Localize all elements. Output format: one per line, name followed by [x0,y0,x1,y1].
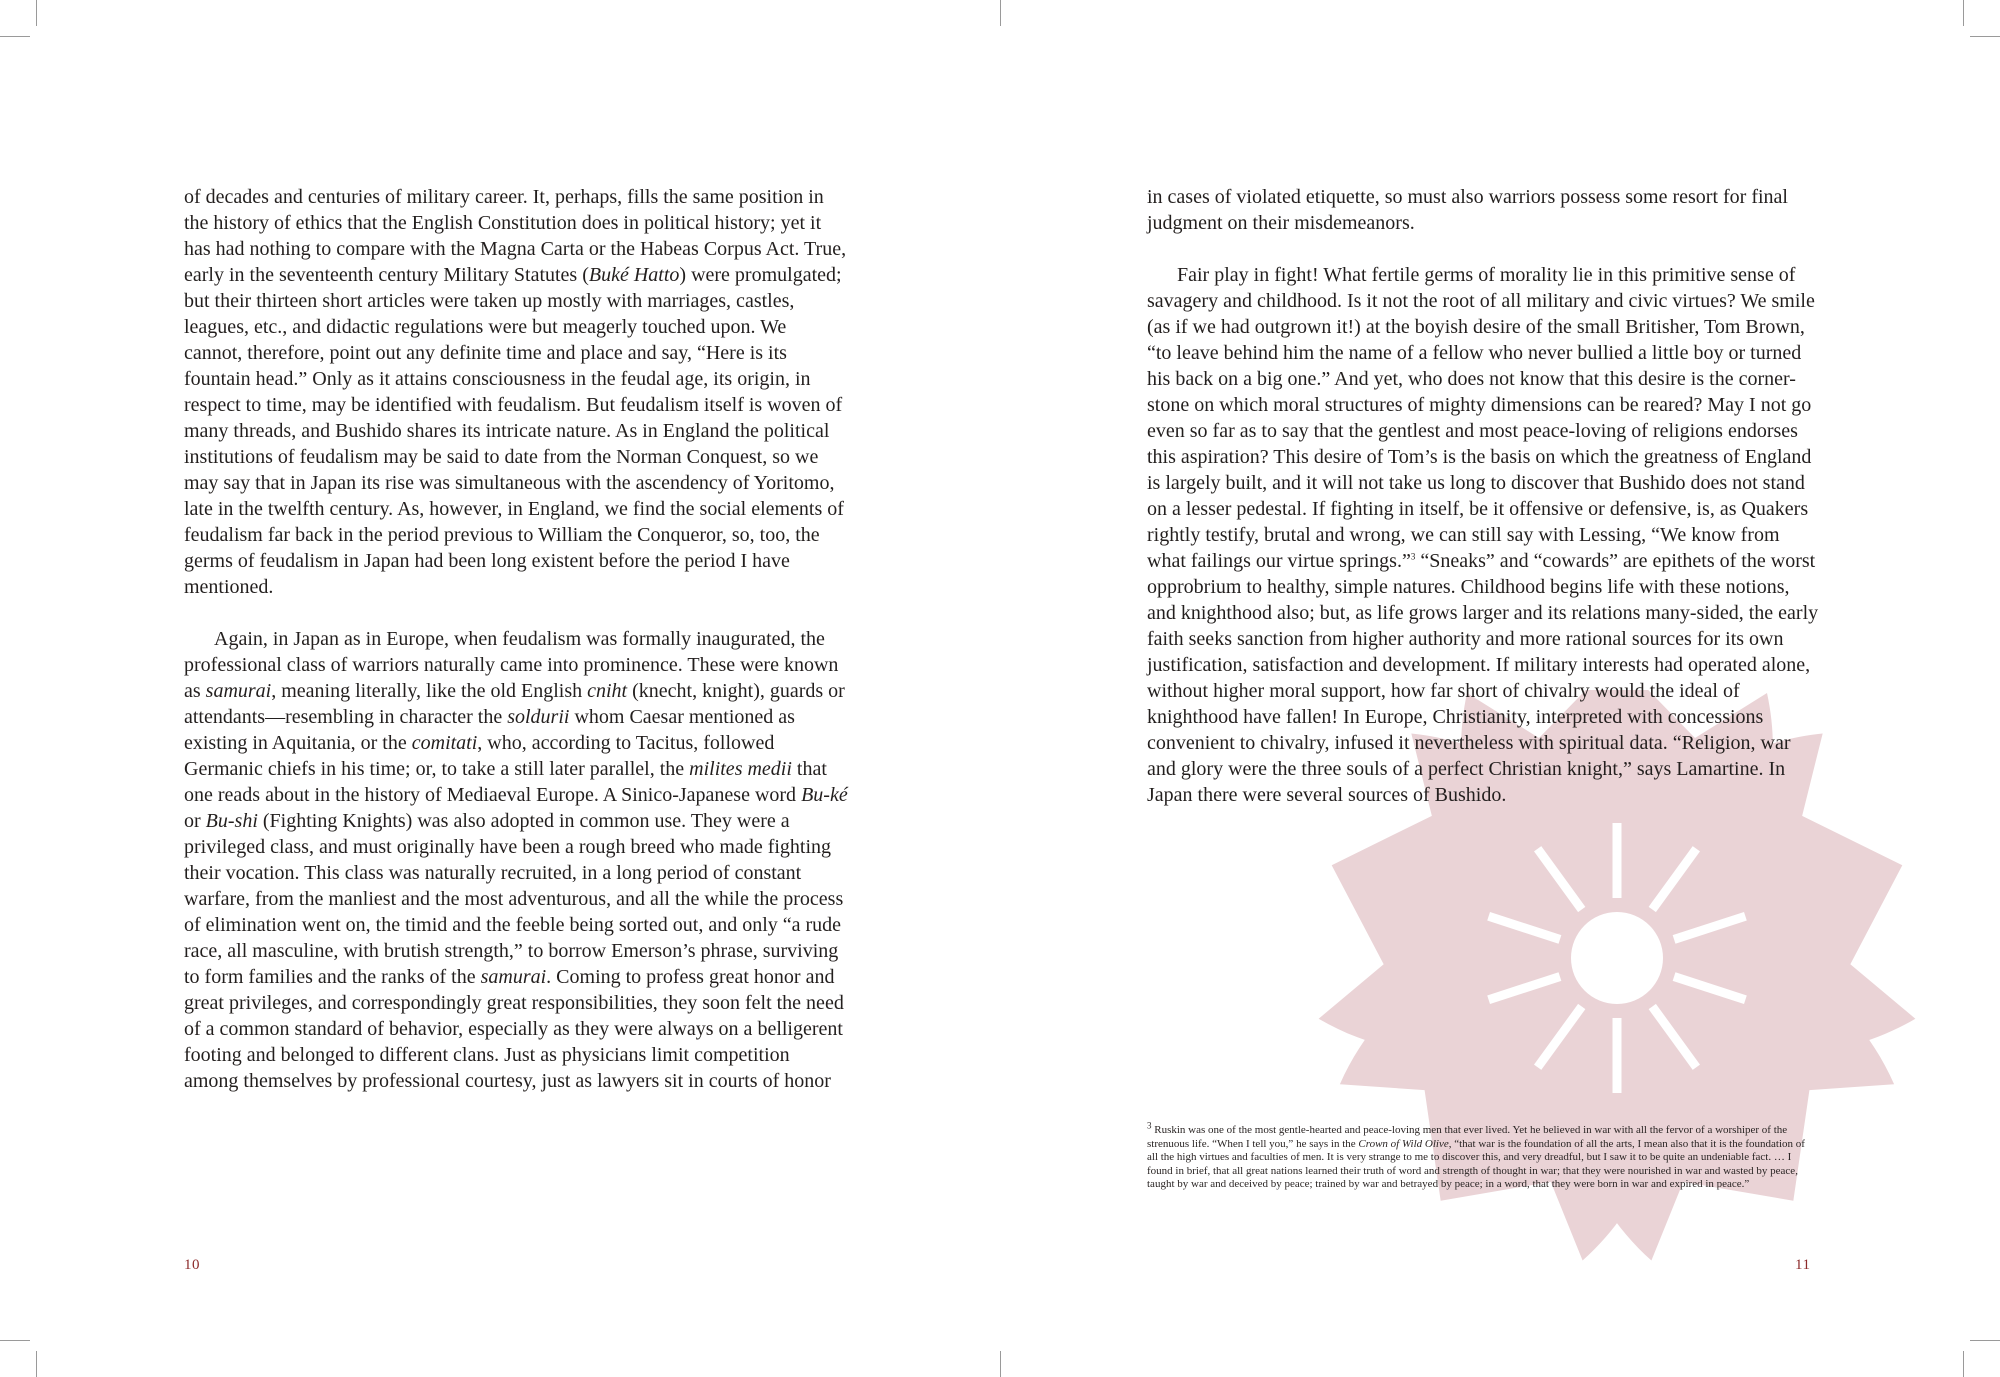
page-number-right: 11 [1795,1257,1811,1273]
paragraph: Fair play in fight! What fertile germs of morality lie in this primitive sense of savagery and childhood. Is it not the root of all military and civic virtues? We smile (as if we had outgrown it!) at the boyish desire of the small Britisher, Tom Brown, “to leave behind him the name of a fellow who never bullied a little boy or turned his back on a big one.” And yet, who does not know that this desire is the corner-stone on which moral structures of mighty dimensions can be reared? May I not go even so far as to say that the gentlest and most peace-loving of religions endorses this aspiration? This desire of Tom’s is the basis on which the greatness of England is largely built, and it will not take us long to discover that Bushido does not stand on a lesser pedestal. If fighting in itself, be it offensive or defensive, is, as Quakers rightly testify, brutal and wrong, we can still say with Lessing, “We know from what failings our virtue springs.”$^3$ “Sneaks” and “cowards” are epithets of the worst opprobrium to healthy, simple natures. Childhood begins life with these notions, and knighthood also; but, as life grows larger and its relations many-sided, the early faith seeks sanction from higher authority and more rational sources for its own justification, satisfaction and development. If military interests had operated alone, without higher moral support, how far short of chivalry would the ideal of knighthood have fallen! In Europe, Christianity, interpreted with concessions convenient to chivalry, infused it nevertheless with spiritual data. “Religion, war and glory were the three souls of a perfect Christian knight,” says Lamartine. In Japan there were several sources of Bushido. [1147,264,1819,806]
footnote: $^3$ Ruskin was one of the most gentle-hearted and peace-loving men that ever lived. Yet he believed in war with all the fervor of a worshiper of the strenuous life. “When I tell you,” he says in the Crown of Wild Olive, “that war is the foundation of all the arts, I mean also that it is the foundation of all the high virtues and faculties of men. It is very strange to me to discover this, and very dreadful, but I saw it to be quite an undeniable fact. … I found in brief, that all great nations learned their truth of word and strength of thought in war; that they were nourished in war and wasted by peace, taught by war and deceived by peace; trained by war and betrayed by peace; in a word, that they were born in war and expired in peace.” [1147,1120,1805,1190]
left-page-text [184,184,848,1094]
crop-mark [1970,1340,2000,1341]
crop-mark [1963,1351,1964,1377]
crop-mark [1000,0,1001,26]
crop-mark [0,36,30,37]
paragraph: Again, in Japan as in Europe, when feudalism was formally inaugurated, the professional class of warriors naturally came into prominence. These were known as samurai, meaning literally, like the old English cniht (knecht, knight), guards or attendants—resembling in character the soldurii whom Caesar mentioned as existing in Aquitania, or the comitati, who, according to Tacitus, followed Germanic chiefs in his time; or, to take a still later parallel, the milites medii that one reads about in the history of Mediaeval Europe. A Sinico-Japanese word Bu-ké or Bu-shi (Fighting Knights) was also adopted in common use. They were a privileged class, and must originally have been a rough breed who made fighting their vocation. This class was naturally recruited, in a long period of constant warfare, from the manliest and the most adventurous, and all the while the process of elimination went on, the timid and the feeble being sorted out, and only “a rude race, all masculine, with brutish strength,” to borrow Emerson’s phrase, surviving to form families and the ranks of the samurai. Coming to profess great honor and great privileges, and correspondingly great responsibilities, they soon felt the need of a common standard of behavior, especially as they were always on a belligerent footing and belonged to different clans. Just as physicians limit competition among themselves by professional courtesy, just as lawyers sit in courts of honor [184,628,848,1092]
paragraph: of decades and centuries of military career. It, perhaps, fills the same position in the history of ethics that the English Constitution does in political history; yet it has had nothing to compare with the Magna Carta or the Habeas Corpus Act. True, early in the seventeenth century Military Statutes (Buké Hatto) were promulgated; but their thirteen short articles were taken up mostly with marriages, castles, leagues, etc., and didactic regulations were but meagerly touched upon. We cannot, therefore, point out any definite time and place and say, “Here is its fountain head.” Only as it attains consciousness in the feudal age, its origin, in respect to time, may be identified with feudalism. But feudalism itself is woven of many threads, and Bushido shares its intricate nature. As in England the political institutions of feudalism may be said to date from the Norman Conquest, so we may say that in Japan its rise was simultaneous with the ascendency of Yoritomo, late in the twelfth century. As, however, in England, we find the social elements of feudalism far back in the period previous to William the Conqueror, so, too, the germs of feudalism in Japan had been long existent before the period I have mentioned. [184,186,847,598]
blossom-center [1571,912,1663,1004]
paragraph: in cases of violated etiquette, so must also warriors possess some resort for final judgment on their misdemeanors. [1147,186,1788,234]
crop-mark [36,1351,37,1377]
crop-mark [1963,0,1964,26]
crop-mark [36,0,37,26]
crop-mark [1000,1351,1001,1377]
crop-mark [0,1340,30,1341]
crop-mark [1970,36,2000,37]
right-page-text [1147,184,1819,808]
page-number-left: 10 [184,1257,200,1273]
